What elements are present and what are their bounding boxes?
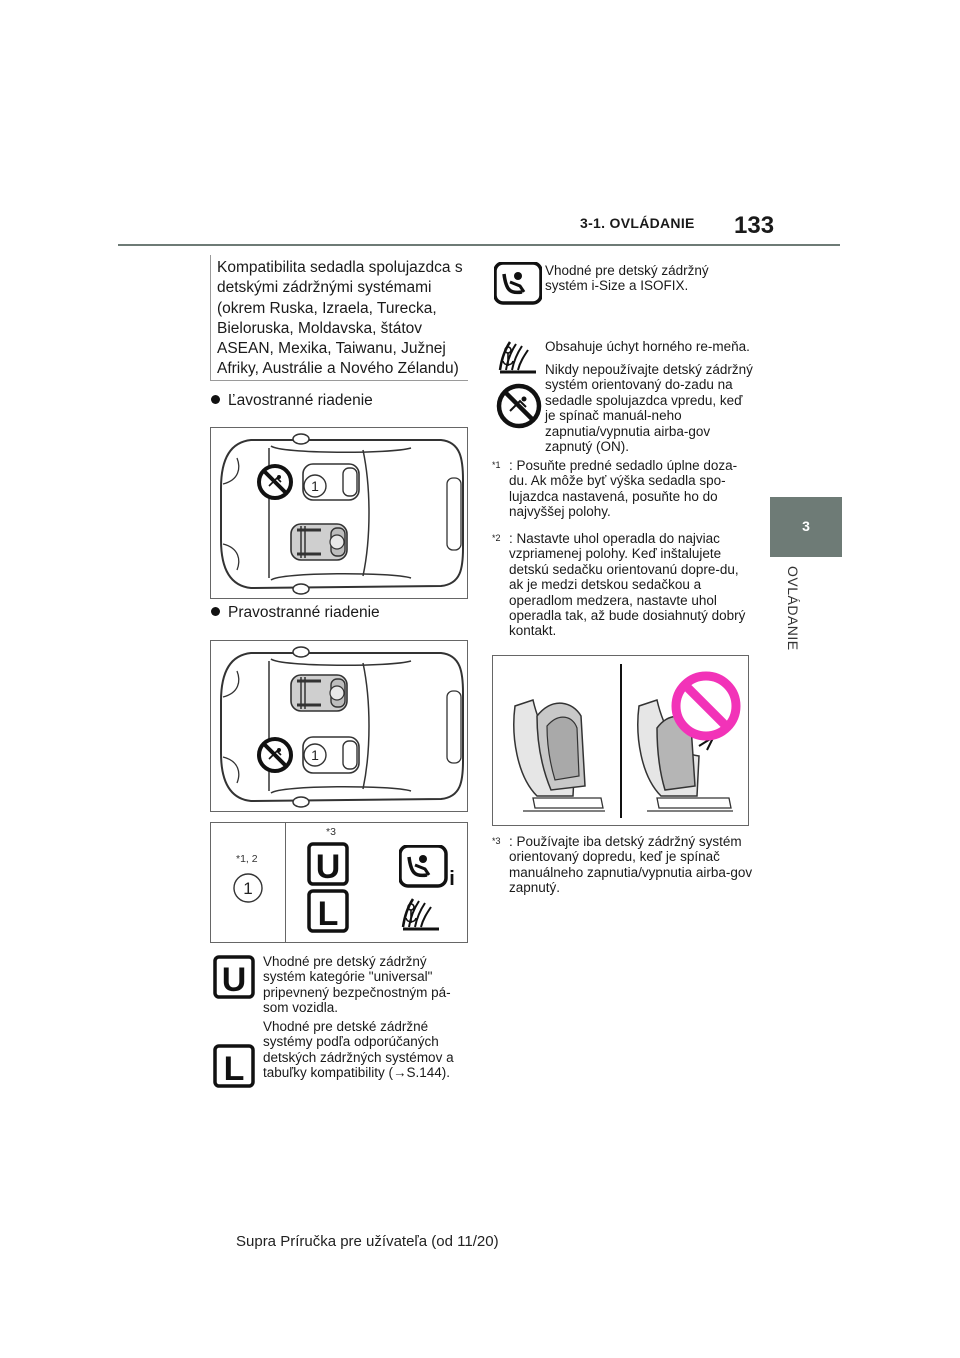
col1-footnote-ref: *1, 2: [236, 853, 258, 865]
prohibited-position-icon: [259, 739, 291, 771]
bullet-icon: [211, 607, 220, 616]
table-position-marker: 1: [243, 879, 253, 898]
footnote-marker: *1: [492, 460, 501, 470]
top-tether-icon: [496, 336, 542, 376]
footnote-text: : Posuňte predné sedadlo úplne doza-du. Ak môže byť výška sedadla spo-lujazdca nastavená, posuňte ho do najvyššej polohy.: [509, 458, 738, 520]
lhd-seat-diagram: [210, 427, 468, 599]
lhd-heading: [211, 392, 373, 410]
semi-universal-letter: L: [317, 895, 339, 933]
chapter-tab[interactable]: 3: [770, 497, 842, 557]
isofix-icon: [399, 845, 459, 889]
rhd-seat-diagram: [210, 640, 468, 812]
tether-description: Obsahuje úchyt horného re-meňa.: [545, 339, 750, 354]
prohibition-sign: [676, 676, 736, 736]
table-divider: [285, 822, 286, 943]
isofix-icon: [494, 262, 542, 306]
child-seat-illustration: [493, 656, 748, 825]
footnote-text: : Používajte iba detský zádržný systém orientovaný dopredu, keď je spínač manuálneho zapnutia/vypnutia airba-gov zapnutý.: [509, 834, 753, 896]
rhd-label: Pravostranné riadenie: [228, 604, 380, 621]
rhd-car-illustration: [211, 641, 467, 811]
page-number: 133: [734, 212, 775, 239]
lhd-car-illustration: [211, 428, 467, 598]
footnote-2: [492, 531, 754, 639]
footnote-1: [492, 458, 754, 520]
prohibited-icon: [496, 383, 542, 429]
page-footer: Supra Príručka pre užívateľa (od 11/20): [236, 1233, 499, 1250]
footnote-3: [492, 834, 758, 896]
chapter-label: OVLÁDANIE: [785, 566, 801, 651]
position-marker: 1: [311, 747, 319, 763]
universal-description: Vhodné pre detský zádržný systém kategórie "universal" pripevnený bezpečnostným pá-som vozidla.: [263, 954, 451, 1016]
seat-angle-illustration: [492, 655, 749, 826]
rhd-heading: [211, 604, 380, 622]
prohibited-description: Nikdy nepoužívajte detský zádržný systém orientovaný do-zadu na sedadle spolujazdca vpredu, keď je spínač manuál-neho zapnutia/vypnutia airba-gov zapnutý (ON).: [545, 362, 753, 455]
position-marker-circle: [304, 744, 326, 766]
universal-letter: U: [221, 961, 247, 999]
semi-universal-icon: [213, 1044, 259, 1090]
position-marker: 1: [311, 478, 319, 494]
isofix-letter: i: [449, 868, 455, 889]
universal-icon: [307, 842, 351, 886]
semi-universal-letter: L: [223, 1050, 245, 1088]
isofix-description: Vhodné pre detský zádržný systém i-Size a ISOFIX.: [545, 263, 709, 294]
compatibility-heading: Kompatibilita sedadla spolujazdca s detskými zádržnými systémami (okrem Ruska, Izraela, Turecka, Bieloruska, Moldavska, štátov ASEAN, Mexika, Taiwanu, Južnej Afriky, Austrálie a Nového Zélandu): [210, 255, 468, 381]
lhd-label: Ľavostranné riadenie: [228, 392, 373, 409]
semi-universal-icon: [307, 889, 351, 933]
header-rule: [118, 244, 840, 246]
col2-footnote-ref: *3: [326, 826, 336, 838]
seat-position-circle-icon: [232, 872, 264, 904]
footnote-text: : Nastavte uhol operadla do najviac vzpriamenej polohy. Keď inštalujete detskú sedačku orientovanú dopre-du, ak je medzi detskou sedačkou a operadlom medzera, nastavte uhol operadla tak, až bude dosiahnutý dobrý kontakt.: [509, 531, 746, 639]
universal-letter: U: [315, 848, 341, 886]
prohibited-position-icon: [259, 466, 291, 498]
bullet-icon: [211, 395, 220, 404]
universal-icon: [213, 955, 259, 1001]
footnote-marker: *2: [492, 533, 501, 543]
section-title: 3-1. OVLÁDANIE: [580, 215, 695, 231]
top-tether-icon: [399, 893, 447, 933]
position-marker-circle: [304, 475, 326, 497]
footnote-marker: *3: [492, 836, 501, 846]
semi-universal-description: Vhodné pre detské zádržné systémy podľa odporúčaných detských zádržných systémov a tabuľky kompatibility (→S.144).: [263, 1019, 454, 1081]
